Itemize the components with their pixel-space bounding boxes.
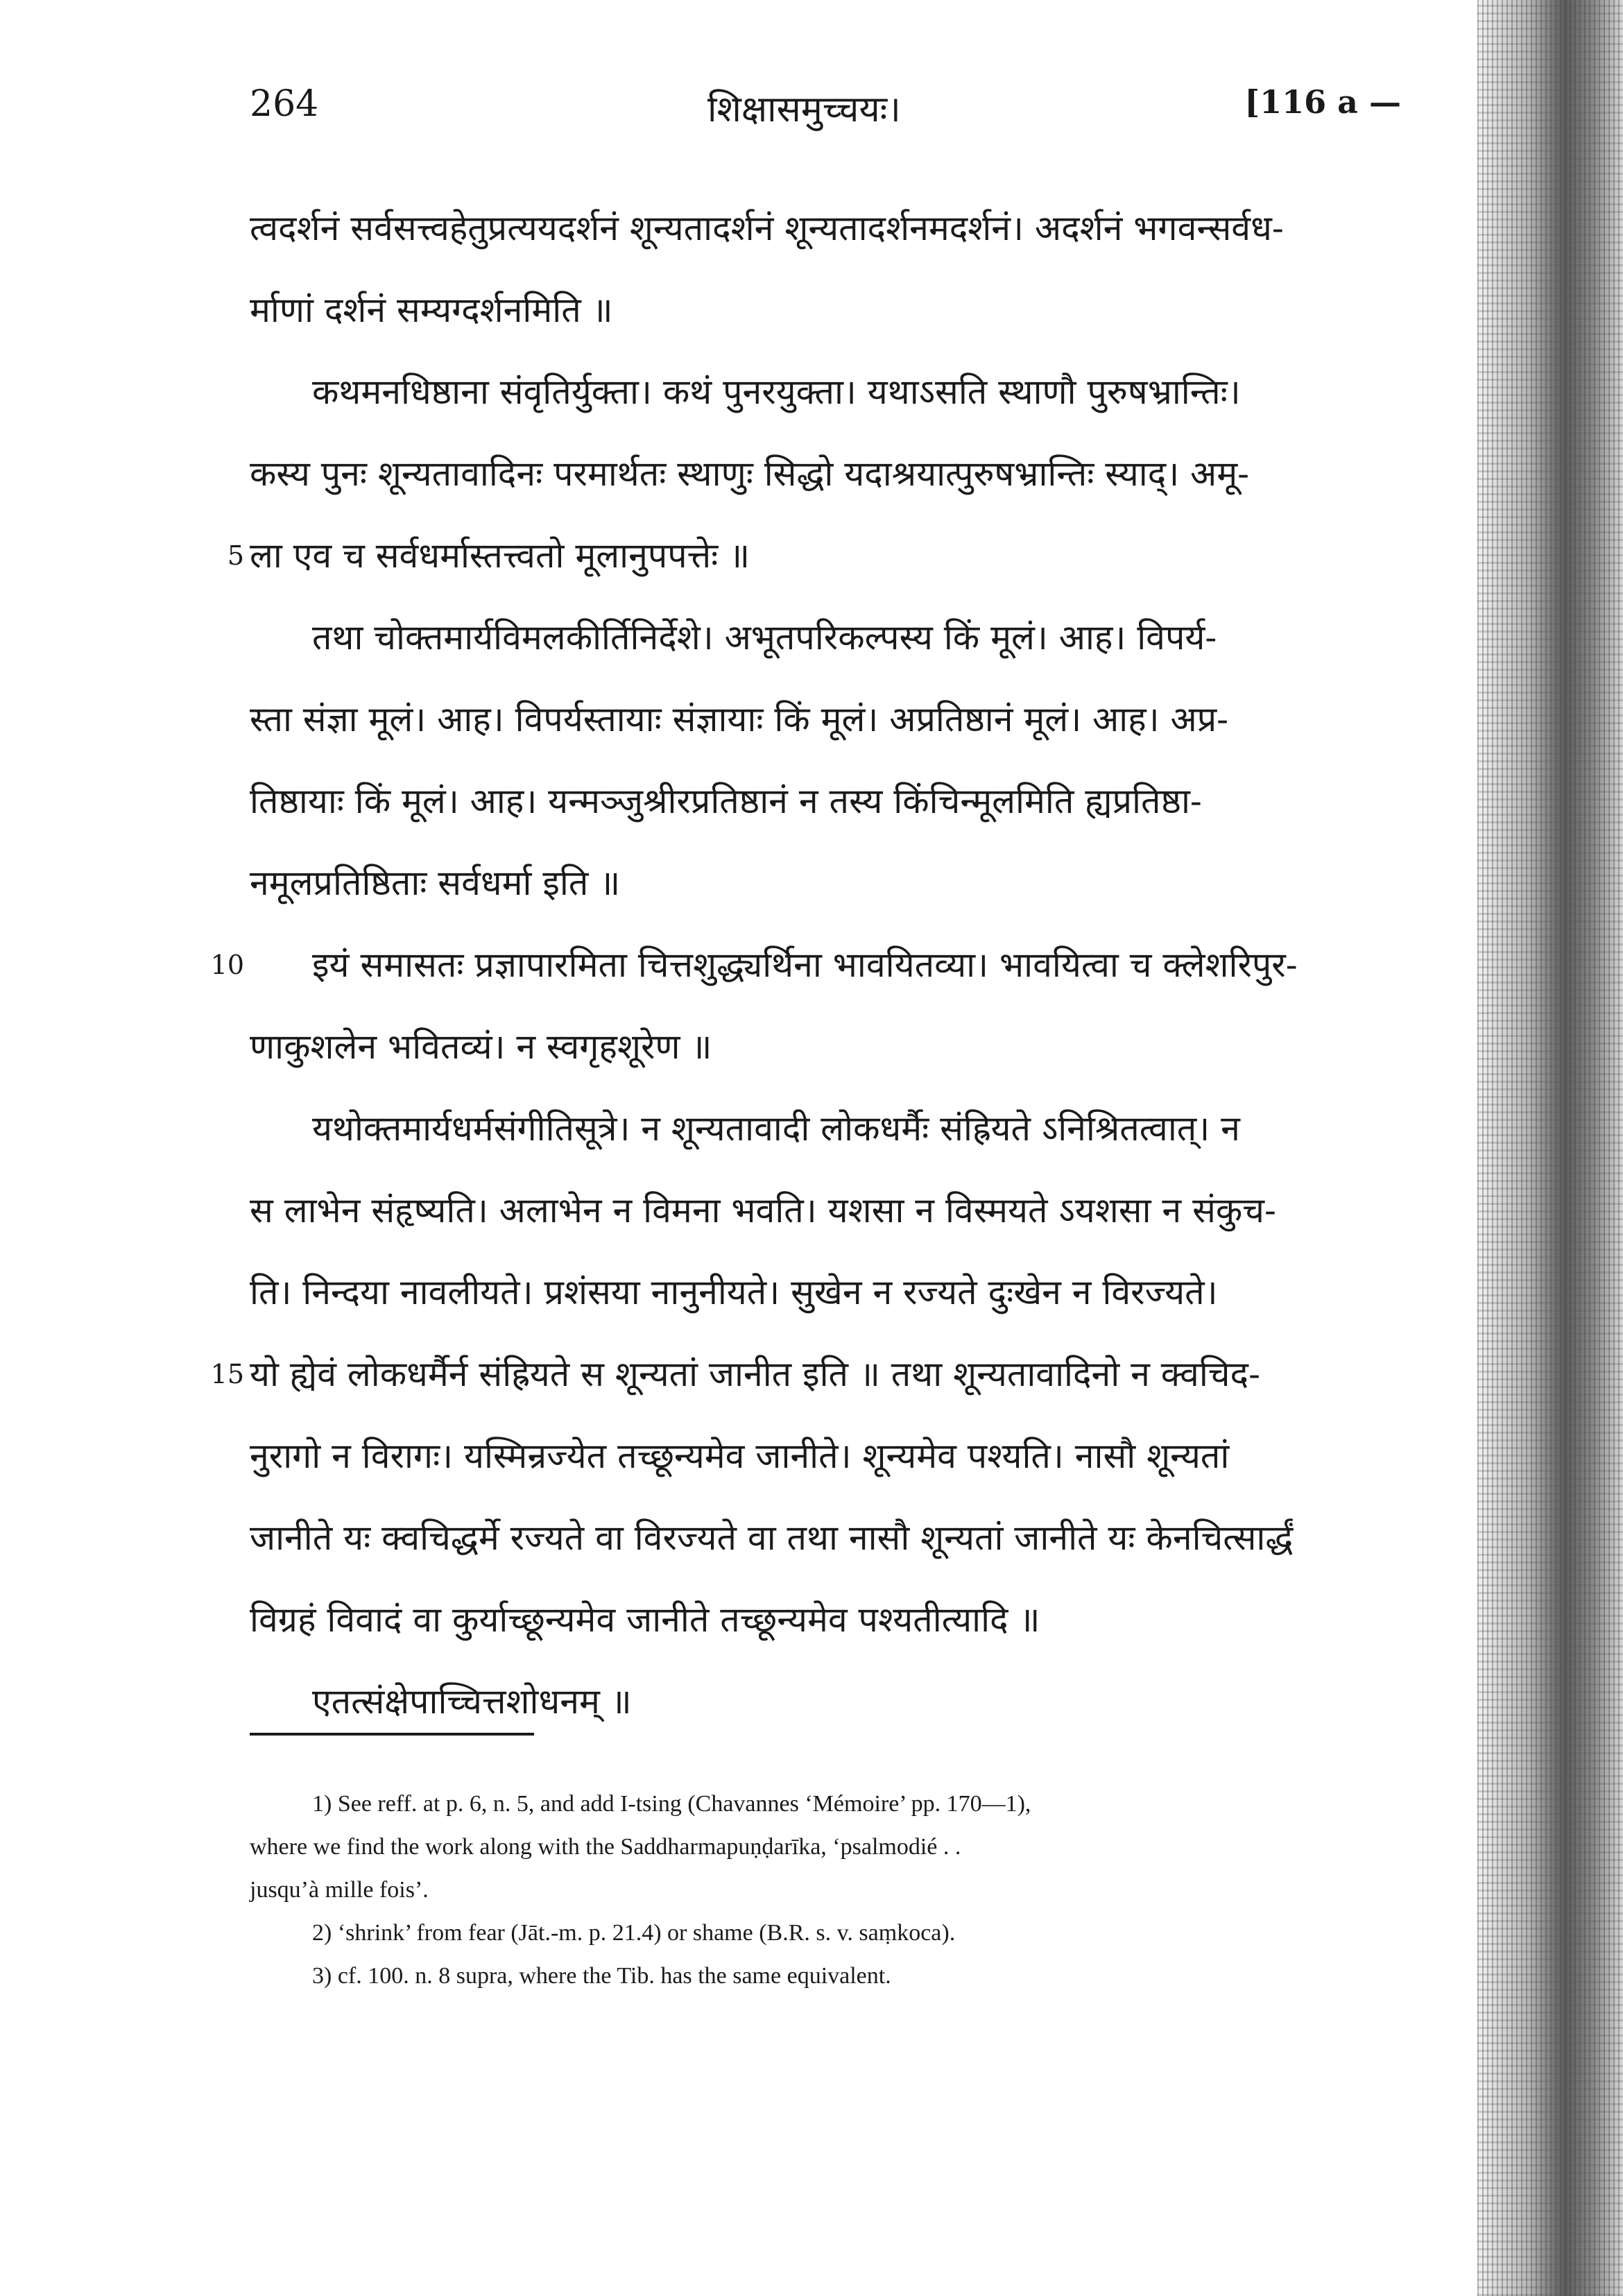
line-text: कस्य पुनः शून्यतावादिनः परमार्थतः स्थाणुः सिद्धो यदाश्रयात्पुरुषभ्रान्तिः स्याद्। अमू- — [250, 454, 1250, 494]
footnote-line: 1) See reff. at p. 6, n. 5, and add I-tsing (Chavannes ‘Mémoire’ pp. 170—1), — [312, 1791, 1031, 1817]
line-number: 10 — [210, 950, 244, 980]
text-line — [250, 678, 1401, 760]
line-text: नमूलप्रतिष्ठिताः सर्वधर्मा इति ॥ — [250, 863, 621, 903]
line-text: स लाभेन संहृष्यति। अलाभेन न विमना भवति। यशसा न विस्मयते ऽयशसा न संकुच- — [250, 1190, 1276, 1231]
running-title: शिक्षासमुच्चयः। — [707, 89, 901, 130]
line-text: णाकुशलेन भवितव्यं। न स्वगृहशूरेण ॥ — [250, 1027, 712, 1067]
footnote — [250, 1955, 1415, 1998]
footnote-separator — [250, 1733, 534, 1736]
line-text: यथोक्तमार्यधर्मसंगीतिसूत्रे। न शून्यतावादी लोकधर्मैः संह्रियते ऽनिश्रितत्वात्। न — [312, 1108, 1240, 1149]
text-line — [250, 1170, 1401, 1251]
text-line — [250, 1661, 1401, 1742]
text-line — [250, 760, 1401, 842]
footnote-line: 2) ‘shrink’ from fear (Jāt.-m. p. 21.4) or shame (B.R. s. v. saṃkoca). — [312, 1920, 956, 1946]
text-line — [250, 1415, 1401, 1497]
page-number: 264 — [250, 83, 319, 125]
line-text: त्वदर्शनं सर्वसत्त्वहेतुप्रत्ययदर्शनं शून्यतादर्शनं शून्यतादर्शनमदर्शनं। अदर्शनं भगवन्सर्वध- — [250, 208, 1284, 248]
text-line — [250, 1251, 1401, 1333]
line-text: र्माणां दर्शनं सम्यग्दर्शनमिति ॥ — [250, 290, 613, 330]
text-line — [250, 597, 1401, 678]
text-line — [250, 351, 1401, 433]
footnote-line: where we find the work along with the Saddharmapuṇḍarīka, ‘psalmodié . . — [250, 1834, 961, 1860]
line-number: 5 — [227, 540, 244, 571]
footnote — [250, 1912, 1415, 1955]
text-line — [250, 433, 1401, 515]
text-line — [250, 842, 1401, 924]
line-text: विग्रहं विवादं वा कुर्याच्छून्यमेव जानीते तच्छून्यमेव पश्यतीत्यादि ॥ — [250, 1600, 1040, 1640]
text-line — [210, 924, 1401, 1006]
line-text: स्ता संज्ञा मूलं। आह। विपर्यस्तायाः संज्ञायाः किं मूलं। अप्रतिष्ठानं मूलं। आह। अप्र- — [250, 699, 1229, 739]
line-text: नुरागो न विरागः। यस्मिन्रज्येत तच्छून्यमेव जानीते। शून्यमेव पश्यति। नासौ शून्यतां — [250, 1436, 1230, 1476]
scan-edge-shadow — [1477, 0, 1623, 2296]
line-text: तिष्ठायाः किं मूलं। आह। यन्मञ्जुश्रीरप्रतिष्ठानं न तस्य किंचिन्मूलमिति ह्यप्रतिष्ठा- — [250, 781, 1202, 821]
footnote — [250, 1783, 1415, 1912]
footnote-line: jusqu’à mille fois’. — [250, 1877, 429, 1903]
line-text: इयं समासतः प्रज्ञापारमिता चित्तशुद्ध्यर्थिना भावयितव्या। भावयित्वा च क्लेशरिपुर- — [312, 945, 1298, 985]
text-line — [210, 1333, 1401, 1415]
text-line — [250, 269, 1401, 351]
footnote-line: 3) cf. 100. n. 8 supra, where the Tib. has the same equivalent. — [312, 1963, 891, 1989]
line-text: जानीते यः क्वचिद्धर्मे रज्यते वा विरज्यते वा तथा नासौ शून्यतां जानीते यः केनचित्सार्द्धं — [250, 1518, 1294, 1558]
text-line — [250, 1088, 1401, 1170]
line-text: एतत्संक्षेपाच्चित्तशोधनम् ॥ — [312, 1681, 632, 1722]
text-line — [250, 1006, 1401, 1088]
line-number: 15 — [210, 1359, 244, 1389]
text-line — [250, 1497, 1401, 1579]
text-line — [250, 1579, 1401, 1661]
footnotes — [250, 1783, 1415, 1998]
line-text: तथा चोक्तमार्यविमलकीर्तिनिर्देशे। अभूतपरिकल्पस्य किं मूलं। आह। विपर्य- — [312, 617, 1217, 658]
text-line — [250, 187, 1401, 269]
text-line — [227, 515, 1401, 597]
main-text — [210, 187, 1401, 1742]
line-text: कथमनधिष्ठाना संवृतिर्युक्ता। कथं पुनरयुक्ता। यथाऽसति स्थाणौ पुरुषभ्रान्तिः। — [312, 372, 1241, 412]
line-text: यो ह्येवं लोकधर्मैर्न संह्रियते स शून्यतां जानीत इति ॥ तथा शून्यतावादिनो न क्वचिद- — [250, 1354, 1260, 1394]
line-text: ला एव च सर्वधर्मास्तत्त्वतो मूलानुपपत्तेः ॥ — [250, 536, 750, 576]
section-mark: [116 a — — [1244, 83, 1401, 121]
page-header — [250, 83, 1401, 146]
line-text: ति। निन्दया नावलीयते। प्रशंसया नानुनीयते। सुखेन न रज्यते दुःखेन न विरज्यते। — [250, 1272, 1218, 1312]
